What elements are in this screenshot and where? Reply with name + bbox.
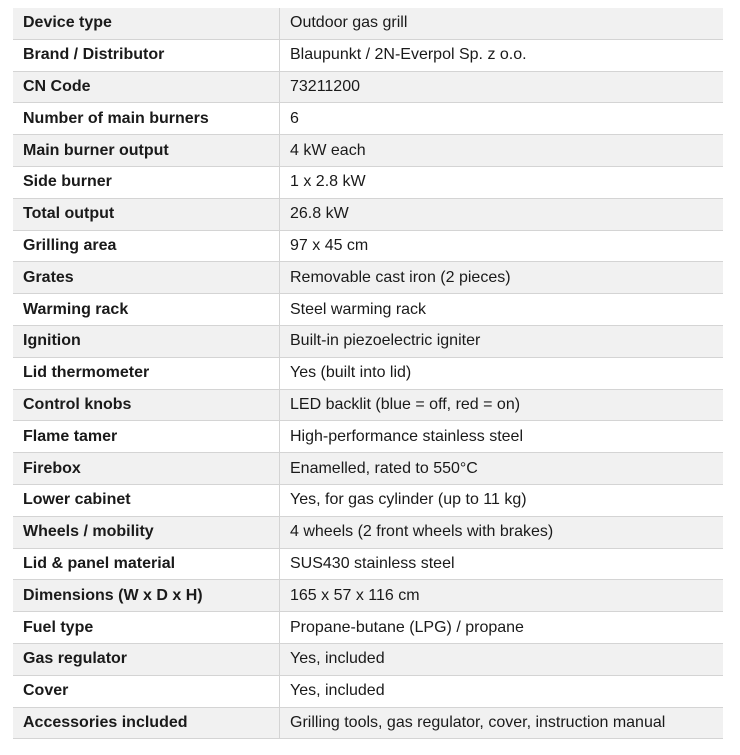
spec-value: SUS430 stainless steel xyxy=(280,548,724,580)
table-row xyxy=(13,484,723,516)
table-row xyxy=(13,325,723,357)
table-row xyxy=(13,71,723,103)
spec-value: 4 wheels (2 front wheels with brakes) xyxy=(280,516,724,548)
spec-label: Control knobs xyxy=(13,389,280,421)
spec-value: Built-in piezoelectric igniter xyxy=(280,325,724,357)
table-row xyxy=(13,357,723,389)
spec-value: 6 xyxy=(280,103,724,135)
spec-value: 26.8 kW xyxy=(280,198,724,230)
spec-label: Number of main burners xyxy=(13,103,280,135)
spec-value: Yes, for gas cylinder (up to 11 kg) xyxy=(280,484,724,516)
spec-value: LED backlit (blue = off, red = on) xyxy=(280,389,724,421)
spec-value: High-performance stainless steel xyxy=(280,421,724,453)
table-row xyxy=(13,294,723,326)
spec-label: Lid & panel material xyxy=(13,548,280,580)
table-row xyxy=(13,612,723,644)
table-row xyxy=(13,516,723,548)
spec-label: Lower cabinet xyxy=(13,484,280,516)
spec-label: Grates xyxy=(13,262,280,294)
table-row xyxy=(13,389,723,421)
spec-value: Yes (built into lid) xyxy=(280,357,724,389)
spec-label: Main burner output xyxy=(13,135,280,167)
spec-value: 4 kW each xyxy=(280,135,724,167)
spec-value: Enamelled, rated to 550°C xyxy=(280,453,724,485)
spec-label: Lid thermometer xyxy=(13,357,280,389)
spec-label: Wheels / mobility xyxy=(13,516,280,548)
spec-label: Device type xyxy=(13,8,280,39)
spec-value: Propane-butane (LPG) / propane xyxy=(280,612,724,644)
spec-label: Warming rack xyxy=(13,294,280,326)
spec-value: 1 x 2.8 kW xyxy=(280,166,724,198)
table-row xyxy=(13,198,723,230)
table-row xyxy=(13,453,723,485)
spec-value: Removable cast iron (2 pieces) xyxy=(280,262,724,294)
spec-value: 97 x 45 cm xyxy=(280,230,724,262)
table-row xyxy=(13,103,723,135)
spec-value: Yes, included xyxy=(280,675,724,707)
spec-label: Ignition xyxy=(13,325,280,357)
spec-value: Yes, included xyxy=(280,643,724,675)
spec-table xyxy=(13,8,723,739)
table-row xyxy=(13,707,723,739)
spec-value: 73211200 xyxy=(280,71,724,103)
table-row xyxy=(13,166,723,198)
table-row xyxy=(13,421,723,453)
spec-label: Side burner xyxy=(13,166,280,198)
spec-label: Gas regulator xyxy=(13,643,280,675)
spec-value: Outdoor gas grill xyxy=(280,8,724,39)
spec-label: Dimensions (W x D x H) xyxy=(13,580,280,612)
spec-label: Firebox xyxy=(13,453,280,485)
table-row xyxy=(13,39,723,71)
spec-label: Accessories included xyxy=(13,707,280,739)
table-row xyxy=(13,675,723,707)
spec-label: Brand / Distributor xyxy=(13,39,280,71)
table-row xyxy=(13,230,723,262)
spec-label: Fuel type xyxy=(13,612,280,644)
table-row xyxy=(13,548,723,580)
table-row xyxy=(13,580,723,612)
spec-label: Total output xyxy=(13,198,280,230)
table-row xyxy=(13,262,723,294)
spec-value: Steel warming rack xyxy=(280,294,724,326)
spec-value: 165 x 57 x 116 cm xyxy=(280,580,724,612)
spec-label: Cover xyxy=(13,675,280,707)
table-row xyxy=(13,643,723,675)
spec-label: Flame tamer xyxy=(13,421,280,453)
spec-value: Grilling tools, gas regulator, cover, instruction manual xyxy=(280,707,724,739)
spec-label: Grilling area xyxy=(13,230,280,262)
table-row xyxy=(13,135,723,167)
table-row xyxy=(13,8,723,39)
spec-label: CN Code xyxy=(13,71,280,103)
spec-value: Blaupunkt / 2N-Everpol Sp. z o.o. xyxy=(280,39,724,71)
